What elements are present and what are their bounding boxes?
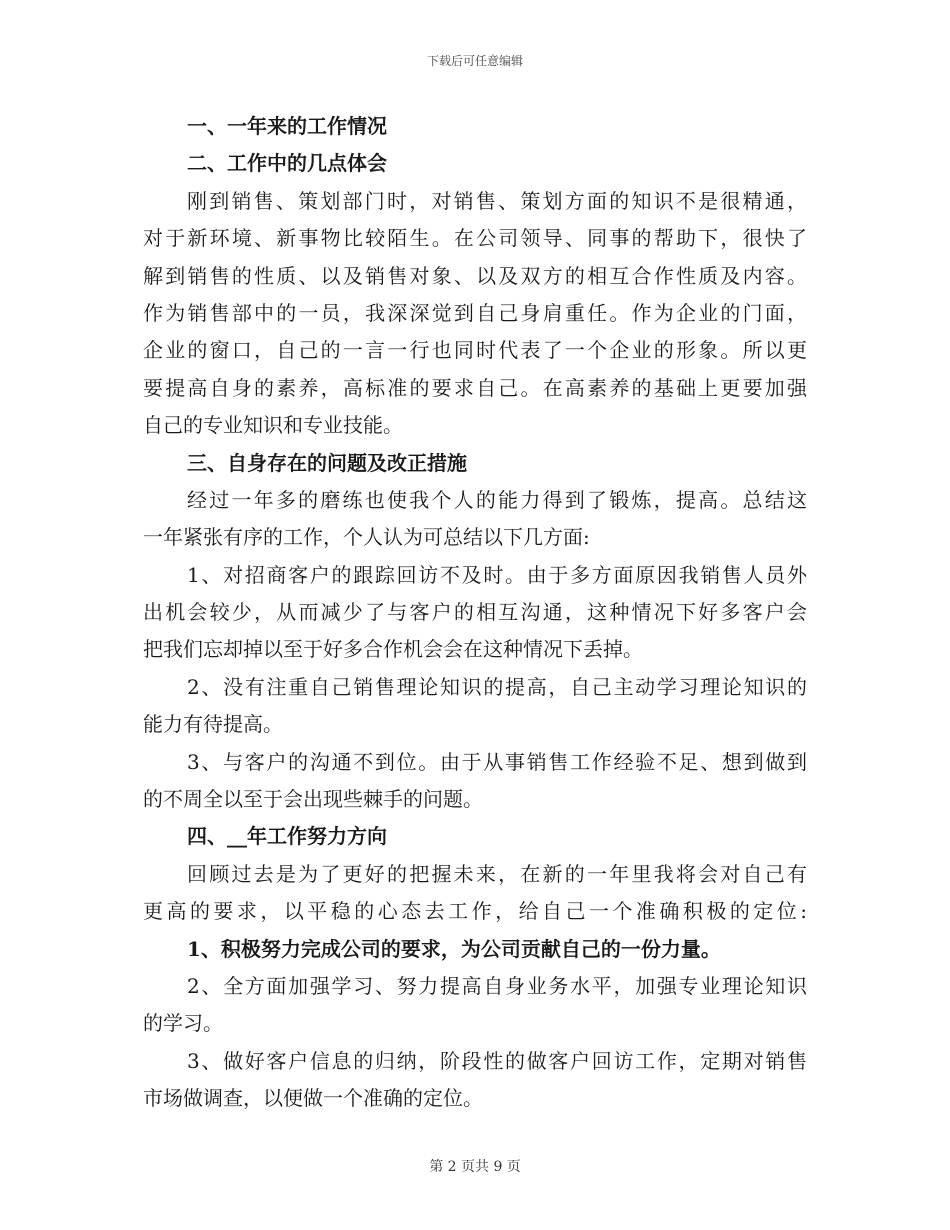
paragraph-line: 作为销售部中的一员，我深深觉到自己身肩重任。作为企业的门面，	[143, 300, 807, 325]
section-heading-line: 四、__年工作努力方向	[187, 824, 387, 849]
page-number: 第 2 页共 9 页	[429, 1159, 521, 1175]
paragraph-line: 回顾过去是为了更好的把握未来，在新的一年里我将会对自己有	[187, 861, 807, 886]
paragraph-line: 3、与客户的沟通不到位。由于从事销售工作经验不足、想到做到	[187, 749, 807, 774]
paragraph-line: 更高的要求，以平稳的心态去工作，给自己一个准确积极的定位:	[143, 899, 807, 924]
paragraph-line: 一年紧张有序的工作，个人认为可总结以下几方面:	[143, 525, 590, 550]
paragraph-line: 能力有待提高。	[143, 712, 283, 737]
paragraph-line: 企业的窗口，自己的一言一行也同时代表了一个企业的形象。所以更	[143, 338, 807, 363]
paragraph-line: 市场做调查，以便做一个准确的定位。	[143, 1086, 483, 1111]
document-body	[143, 108, 807, 1118]
paragraph-line: 把我们忘却掉以至于好多合作机会会在这种情况下丢掉。	[143, 637, 643, 662]
paragraph-line: 的学习。	[143, 1011, 223, 1036]
paragraph-line: 1、对招商客户的跟踪回访不及时。由于多方面原因我销售人员外	[187, 562, 807, 587]
header-note: 下载后可任意编辑	[426, 54, 523, 68]
paragraph-line: 经过一年多的磨练也使我个人的能力得到了锻炼，提高。总结这	[187, 487, 807, 512]
paragraph-line: 2、全方面加强学习、努力提高自身业务水平，加强专业理论知识	[187, 973, 807, 998]
paragraph-line: 刚到销售、策划部门时，对销售、策划方面的知识不是很精通，	[187, 188, 807, 213]
section-heading-line: 1、积极努力完成公司的要求，为公司贡献自己的一份力量。	[187, 936, 721, 961]
section-heading-line: 二、工作中的几点体会	[187, 151, 387, 176]
section-heading-line: 三、自身存在的问题及改正措施	[187, 450, 467, 475]
paragraph-line: 3、做好客户信息的归纳，阶段性的做客户回访工作，定期对销售	[187, 1048, 807, 1073]
paragraph-line: 自己的专业知识和专业技能。	[143, 413, 403, 438]
section-heading-line: 一、一年来的工作情况	[187, 114, 387, 138]
paragraph-line: 解到销售的性质、以及销售对象、以及双方的相互合作性质及内容。	[143, 263, 807, 288]
paragraph-line: 的不周全以至于会出现些棘手的问题。	[143, 787, 483, 812]
paragraph-line: 对于新环境、新事物比较陌生。在公司领导、同事的帮助下，很快了	[143, 226, 807, 251]
paragraph-line: 2、没有注重自己销售理论知识的提高，自己主动学习理论知识的	[187, 674, 807, 699]
paragraph-line: 出机会较少，从而减少了与客户的相互沟通，这种情况下好多客户会	[143, 600, 807, 625]
paragraph-line: 要提高自身的素养，高标准的要求自己。在高素养的基础上更要加强	[143, 375, 807, 400]
